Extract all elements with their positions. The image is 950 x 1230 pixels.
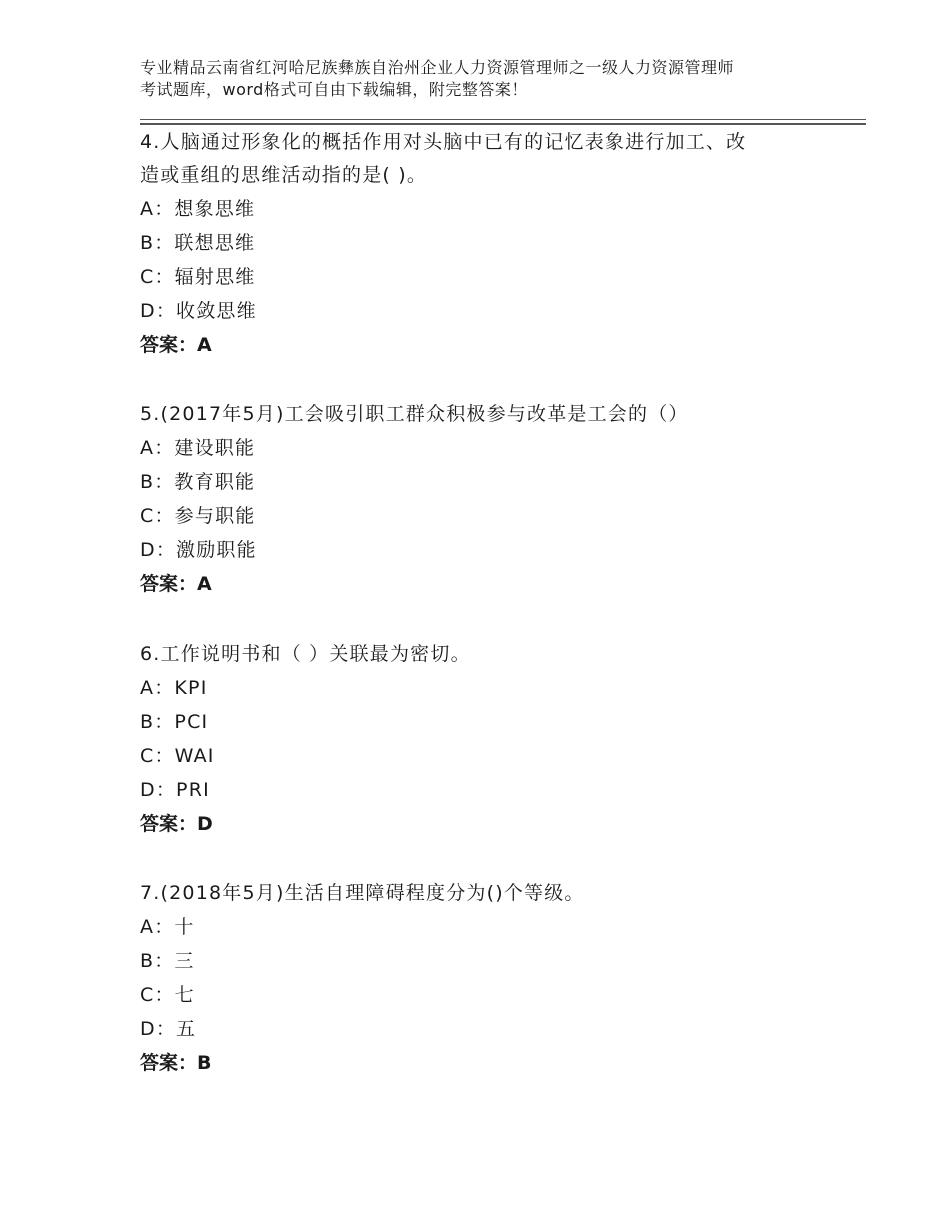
question-stem [140,877,840,910]
question-stem-line: 7.(2018年5月)生活自理障碍程度分为()个等级。 [140,882,585,904]
option-a: A：想象思维 [140,198,256,220]
option-c: C：辐射思维 [140,266,256,288]
question-stem-line: 6.工作说明书和（ ）关联最为密切。 [140,643,471,665]
option-a: A：KPI [140,677,208,699]
option-c: C：参与职能 [140,505,256,527]
question-stem [140,398,840,431]
answer-label: 答案：D [140,813,213,835]
question-4 [140,126,840,362]
document-header [140,57,840,101]
option-b: B：联想思维 [140,232,256,254]
option-c: C：WAI [140,745,215,767]
question-6 [140,638,840,841]
question-stem-line: 5.(2017年5月)工会吸引职工群众积极参与改革是工会的（） [140,403,689,425]
option-d: D：激励职能 [140,539,257,561]
question-stem-line: 造或重组的思维活动指的是( )。 [140,164,428,186]
question-5 [140,398,840,601]
option-d: D：PRI [140,779,210,801]
answer-label: 答案：B [140,1052,212,1074]
header-line-2: 考试题库，word格式可自由下载编辑，附完整答案！ [140,80,528,99]
option-b: B：三 [140,950,195,972]
option-b: B：教育职能 [140,471,256,493]
answer-label: 答案：A [140,573,212,595]
option-b: B：PCI [140,711,209,733]
answer-label: 答案：A [140,334,212,356]
header-line-1: 专业精品云南省红河哈尼族彝族自治州企业人力资源管理师之一级人力资源管理师 [140,58,735,77]
header-divider-thick [140,123,866,125]
question-7 [140,877,840,1080]
header-divider-thin [140,119,866,120]
option-c: C：七 [140,984,195,1006]
option-d: D：五 [140,1018,197,1040]
option-d: D：收敛思维 [140,300,257,322]
question-stem [140,126,840,192]
option-a: A：十 [140,916,195,938]
question-stem [140,638,840,671]
question-stem-line: 4.人脑通过形象化的概括作用对头脑中已有的记忆表象进行加工、改 [140,131,747,153]
option-a: A：建设职能 [140,437,256,459]
